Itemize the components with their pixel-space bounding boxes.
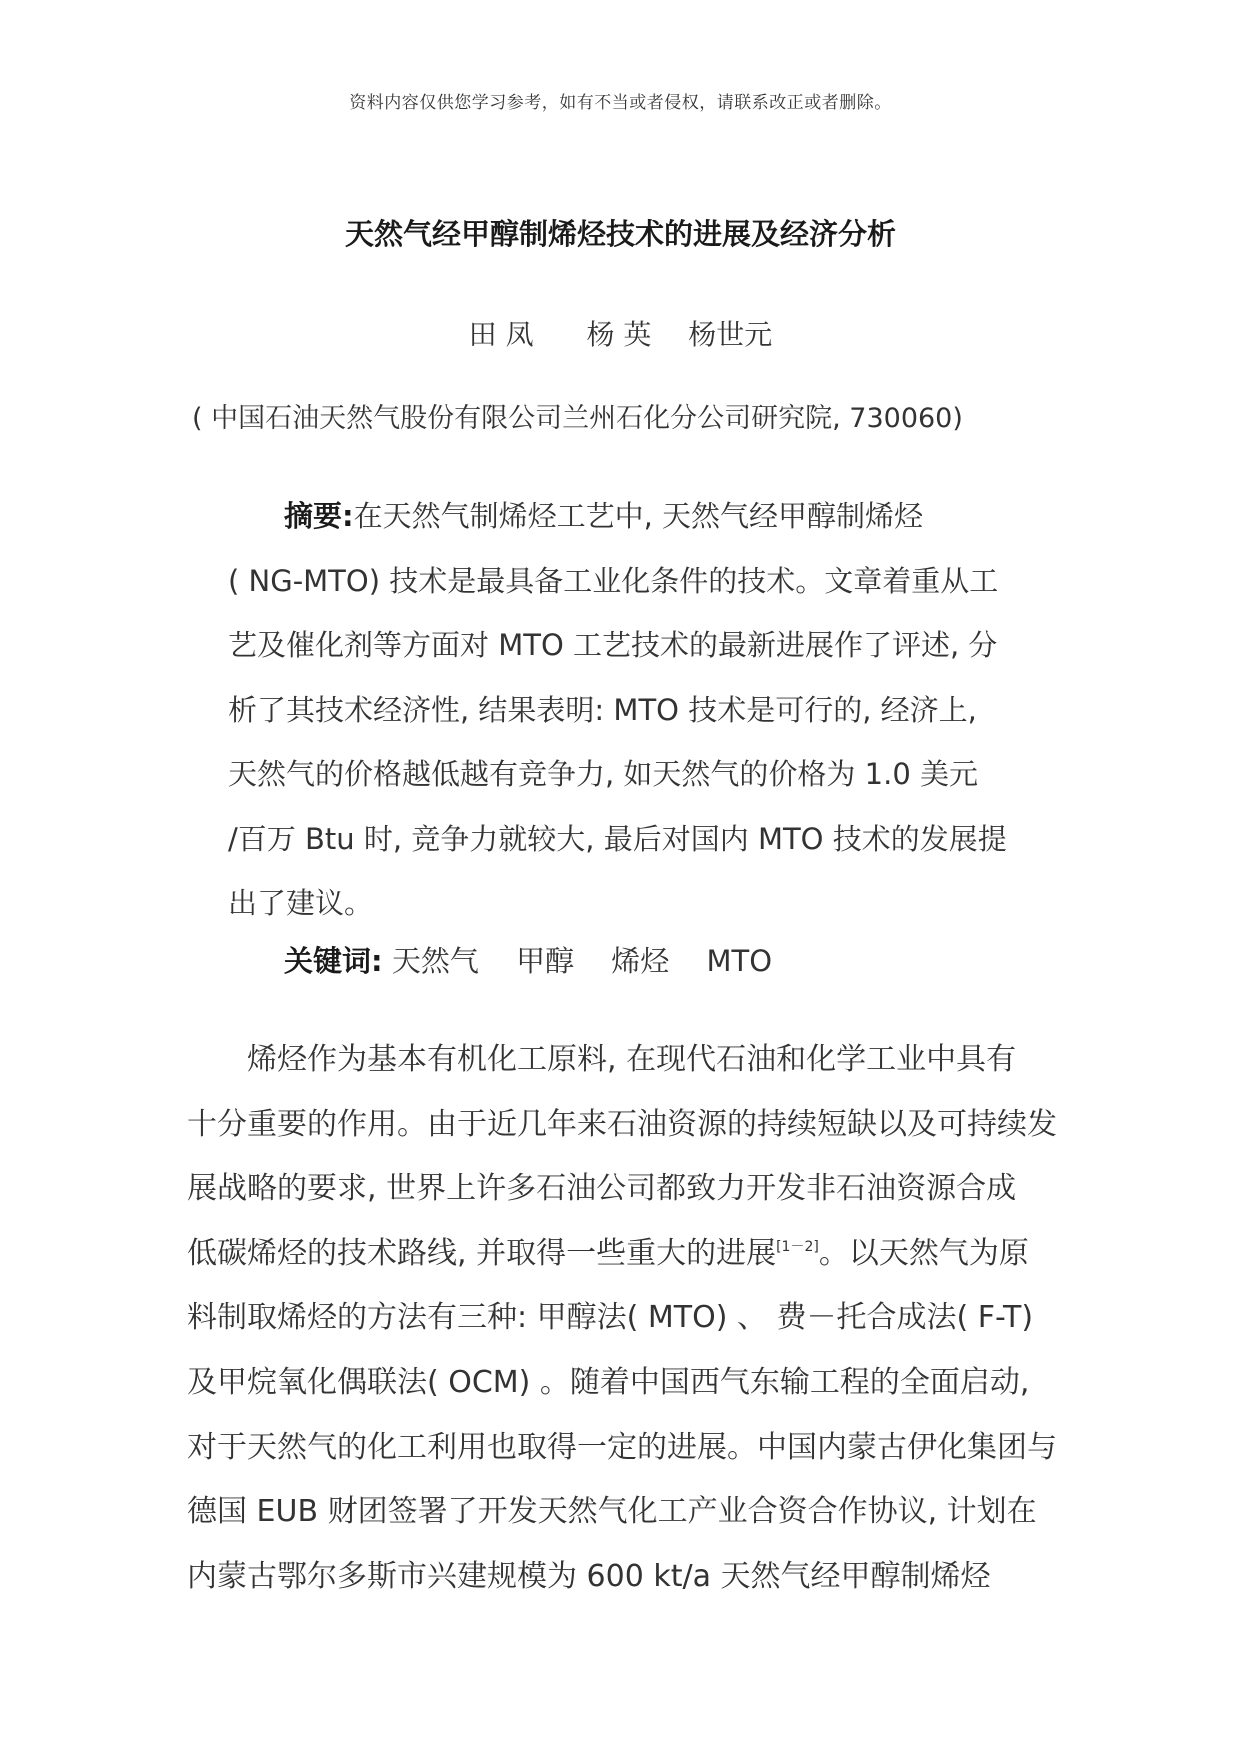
body-line-text: 低碳烯烃的技术路线, 并取得一些重大的进展 [187,1235,777,1271]
keyword: 甲醇 [516,944,575,978]
body-line: 对于天然气的化工利用也取得一定的进展。中国内蒙古伊化集团与 [187,1429,1057,1465]
keywords [284,939,800,980]
author-1: 田 凤 [468,318,534,351]
author-3: 杨世元 [688,318,773,351]
abstract-line: 出了建议。 [228,886,374,920]
body-line: 展战略的要求, 世界上许多石油公司都致力开发非石油资源合成 [187,1171,1017,1207]
body-line: 内蒙古鄂尔多斯市兴建规模为 600 kt/a 天然气经甲醇制烯烃 [187,1558,991,1594]
body-line: 烯烃作为基本有机化工原料, 在现代石油和化学工业中具有 [247,1042,1017,1077]
body-line [187,1222,1067,1287]
abstract-label: 摘要: [284,499,354,533]
body-line: 料制取烯烃的方法有三种: 甲醇法( MTO) 、 费－托合成法( F-T) [187,1300,1034,1336]
author-2: 杨 英 [586,318,652,351]
body-line: 及甲烷氧化偶联法( OCM) 。随着中国西气东输工程的全面启动, [187,1364,1030,1400]
keyword: MTO [706,944,773,978]
abstract-line: ( NG-MTO) 技术是最具备工业化条件的技术。文章着重从工 [228,563,999,598]
keyword: 烯烃 [611,944,670,978]
abstract-text: 在天然气制烯烃工艺中, 天然气经甲醇制烯烃 [353,499,924,533]
affiliation: ( 中国石油天然气股份有限公司兰州石化分公司研究院, 730060) [192,403,963,434]
keywords-label: 关键词: [284,944,383,978]
abstract-line: 析了其技术经济性, 结果表明: MTO 技术是可行的, 经济上, [228,692,977,727]
citation-reference[interactable]: [1－2] [776,1238,819,1255]
abstract-line: 天然气的价格越低越有竞争力, 如天然气的价格为 1.0 美元 [228,757,978,791]
body-line: 十分重要的作用。由于近几年来石油资源的持续短缺以及可持续发 [187,1106,1057,1142]
abstract [228,484,1028,936]
abstract-line [228,484,1028,549]
body-line: 德国 EUB 财团签署了开发天然气化工产业合资合作协议, 计划在 [187,1494,1037,1530]
body-line-text: 。以天然气为原 [818,1235,1029,1271]
paper-title: 天然气经甲醇制烯烃技术的进展及经济分析 [344,217,896,251]
keyword: 天然气 [391,944,479,978]
author-list [0,313,1241,353]
abstract-line: 艺及催化剂等方面对 MTO 工艺技术的最新进展作了评述, 分 [228,628,998,662]
disclaimer-header: 资料内容仅供您学习参考，如有不当或者侵权，请联系改正或者删除。 [349,93,892,113]
abstract-line: /百万 Btu 时, 竞争力就较大, 最后对国内 MTO 技术的发展提 [228,821,1007,856]
body-paragraph [187,1028,1067,1609]
